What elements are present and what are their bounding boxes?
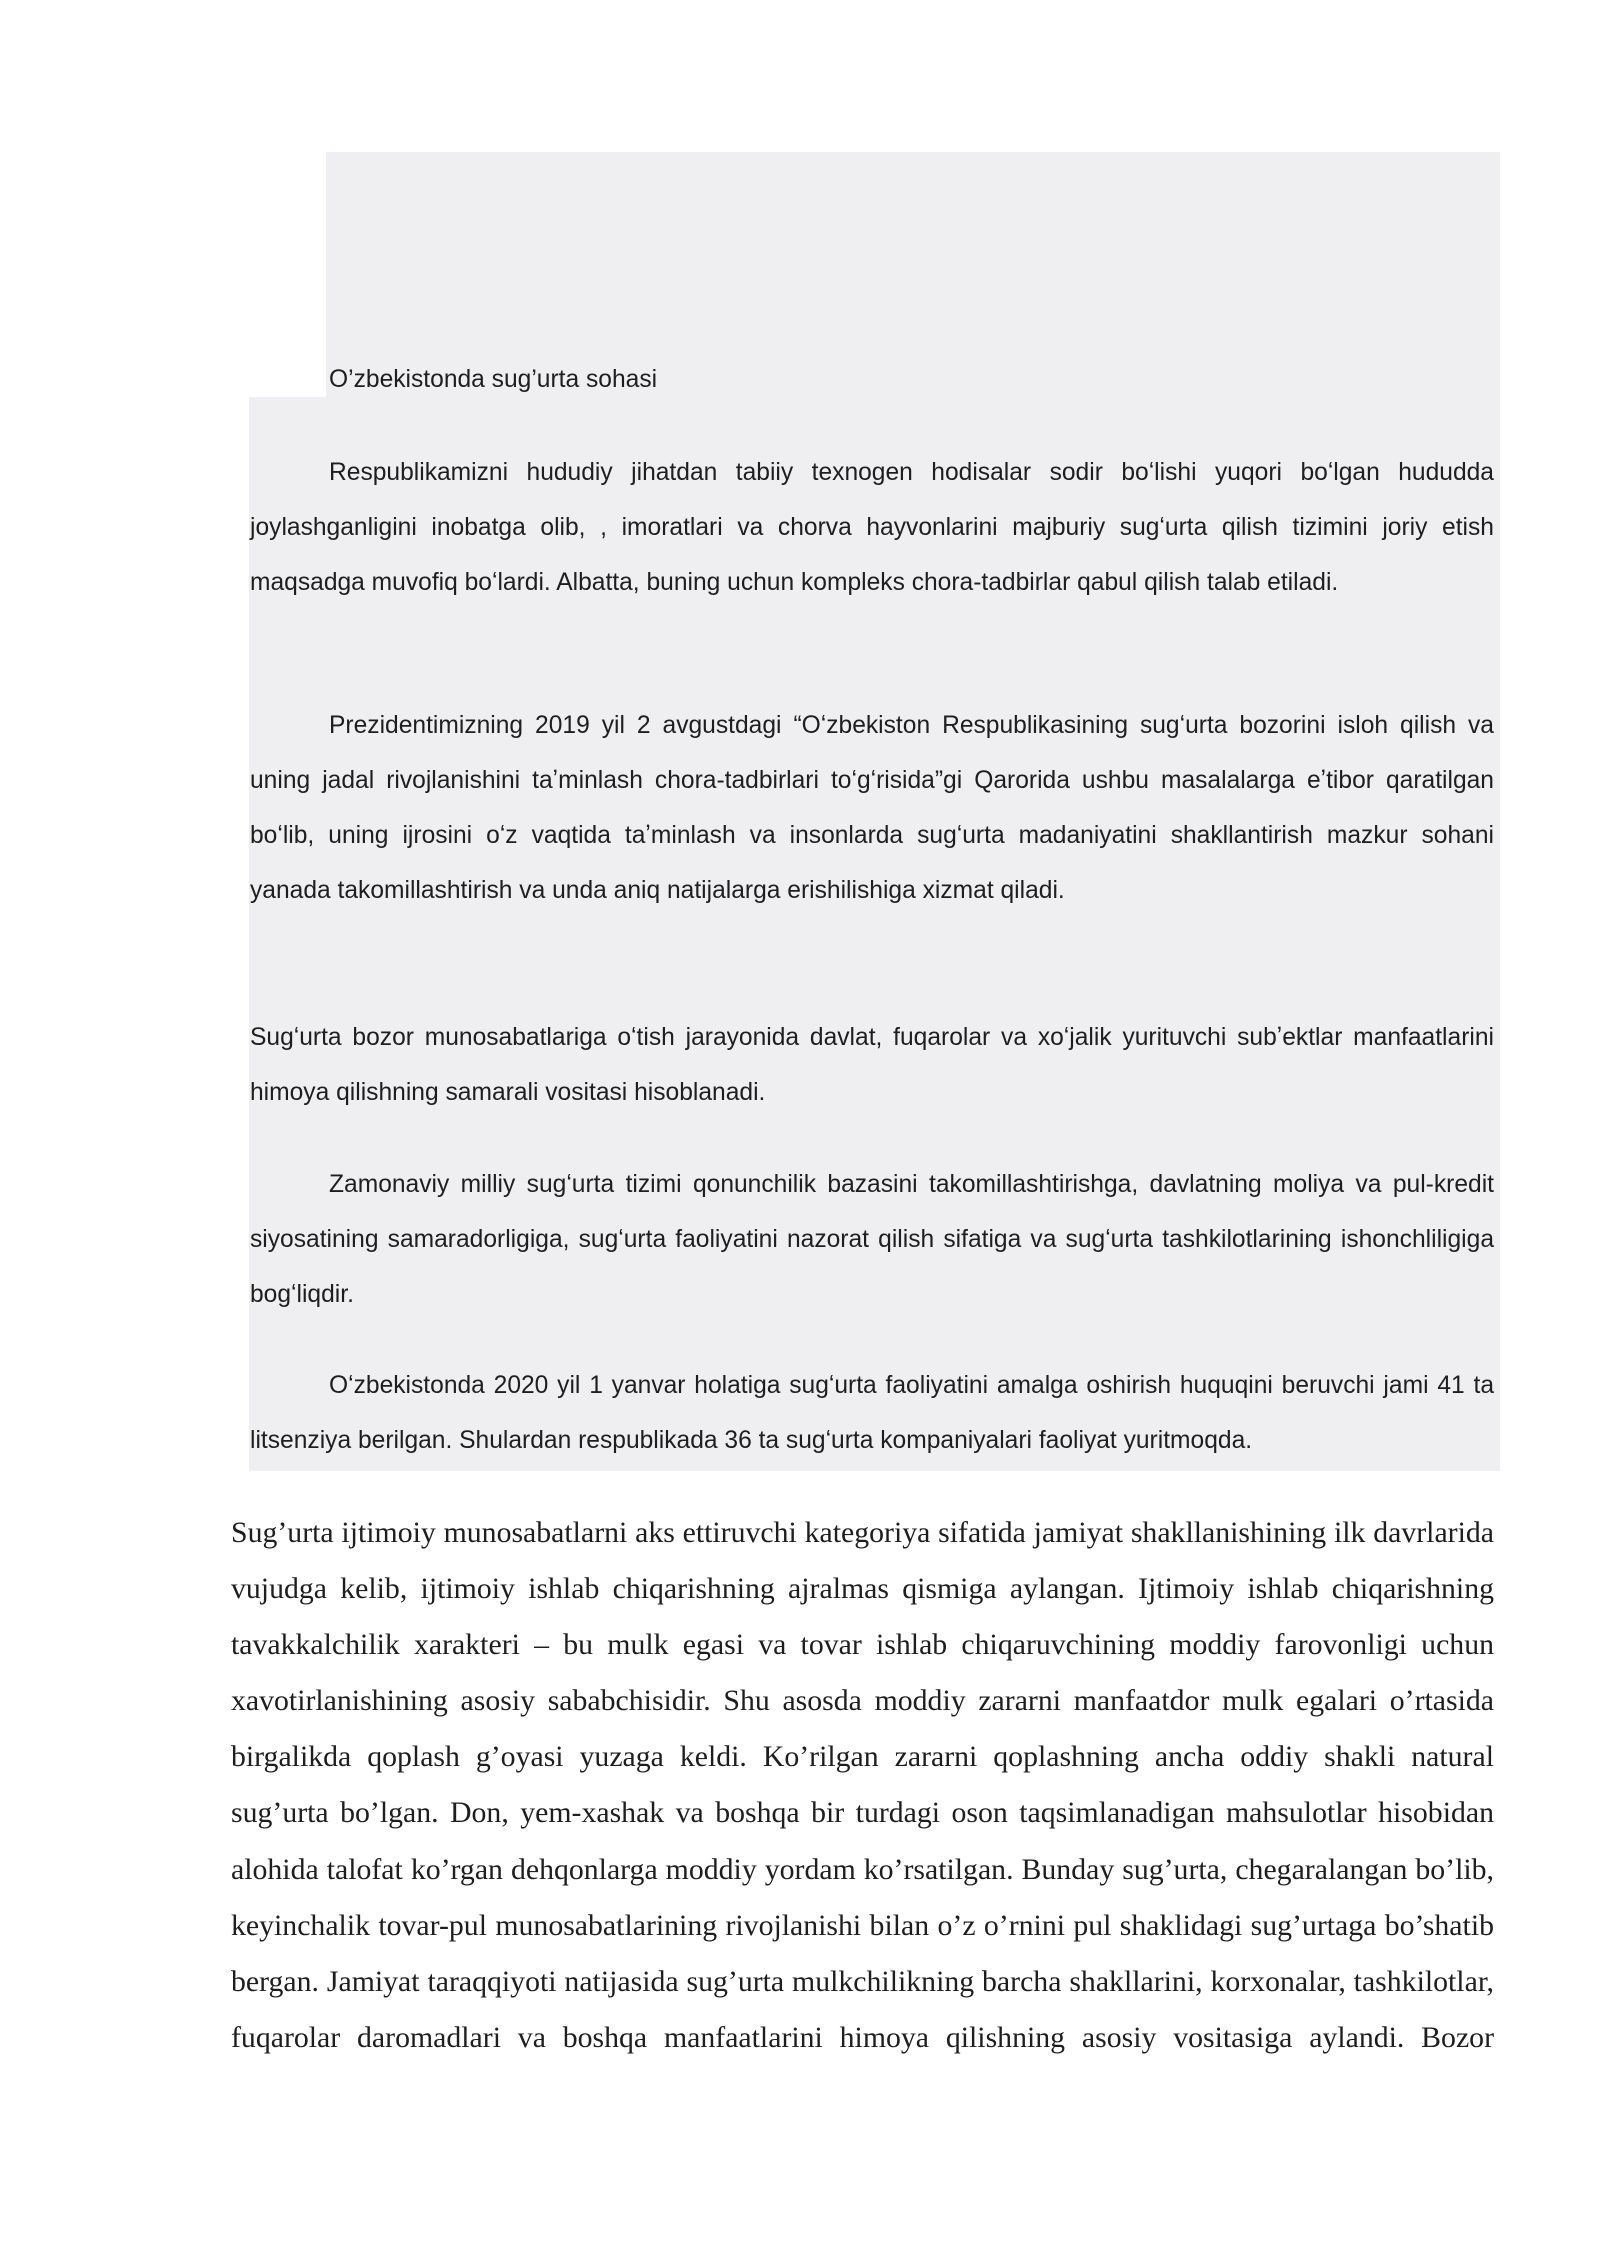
document-title: O’zbekistonda sug’urta sohasi — [329, 366, 658, 393]
paragraph-3: Sugʻurta bozor munosabatlariga oʻtish jarayonida davlat, fuqarolar va xoʻjalik yurituvchi subʼektlar manfaatlarini himoya qilishning samarali vositasi hisoblanadi. — [250, 1024, 1494, 1106]
paragraph-2: Prezidentimizning 2019 yil 2 avgustdagi “Oʻzbekiston Respublikasining sugʻurta bozorini isloh qilish va uning jadal rivojlanishini taʼminlash chora-tadbirlari toʻgʻrisida”gi Qarorida ushbu masalalarga eʼtibor qaratilgan boʻlib, uning ijrosini oʻz vaqtida taʼminlash va insonlarda sugʻurta madaniyatini shakllantirish mazkur sohani yanada takomillashtirish va unda aniq natijalarga erishilishiga xizmat qiladi. — [250, 712, 1494, 904]
paragraph-4: Zamonaviy milliy sugʻurta tizimi qonunchilik bazasini takomillashtirishga, davlatning moliya va pul-kredit siyosatining samaradorligiga, sugʻurta faoliyatini nazorat qilish sifatiga va sugʻurta tashkilotlarining ishonchliligiga bogʻliqdir. — [250, 1171, 1494, 1308]
paragraph-5: Oʻzbekistonda 2020 yil 1 yanvar holatiga sugʻurta faoliyatini amalga oshirish huquqini beruvchi jami 41 ta litsenziya berilgan. Shulardan respublikada 36 ta sugʻurta kompaniyalari faoliyat yuritmoqda. — [250, 1372, 1494, 1454]
paragraph-1: Respublikamizni hududiy jihatdan tabiiy texnogen hodisalar sodir boʻlishi yuqori boʻlgan hududda joylashganligini inobatga olib, , imoratlari va chorva hayvonlarini majburiy sugʻurta qilish tizimini joriy etish maqsadga muvofiq boʻlardi. Albatta, buning uchun kompleks chora-tadbirlar qabul qilish talab etiladi. — [250, 459, 1494, 596]
body-paragraph: Sug’urta ijtimoiy munosabatlarni aks ettiruvchi kategoriya sifatida jamiyat shakllanishining ilk davrlarida vujudga kelib, ijtimoiy ishlab chiqarishning ajralmas qismiga aylangan. Ijtimoiy ishlab chiqarishning tavakkalchilik xarakteri – bu mulk egasi va tovar ishlab chiqaruvchining moddiy farovonligi uchun xavotirlanishining asosiy sababchisidir. Shu asosda moddiy zararni manfaatdor mulk egalari o’rtasida birgalikda qoplash g’oyasi yuzaga keldi. Ko’rilgan zararni qoplashning ancha oddiy shakli natural sug’urta bo’lgan. Don, yem-xashak va boshqa bir turdagi oson taqsimlanadigan mahsulotlar hisobidan alohida talofat ko’rgan dehqonlarga moddiy yordam ko’rsatilgan. Bunday sug’urta, chegaralangan bo’lib, keyinchalik tovar-pul munosabatlarining rivojlanishi bilan o’z o’rnini pul shaklidagi sug’urtaga bo’shatib bergan. Jamiyat taraqqiyoti natijasida sug’urta mulkchilikning barcha shakllarini, korxonalar, tashkilotlar, fuqarolar daromadlari va boshqa manfaatlarini himoya qilishning asosiy vositasiga aylandi. Bozor — [231, 1516, 1494, 2054]
